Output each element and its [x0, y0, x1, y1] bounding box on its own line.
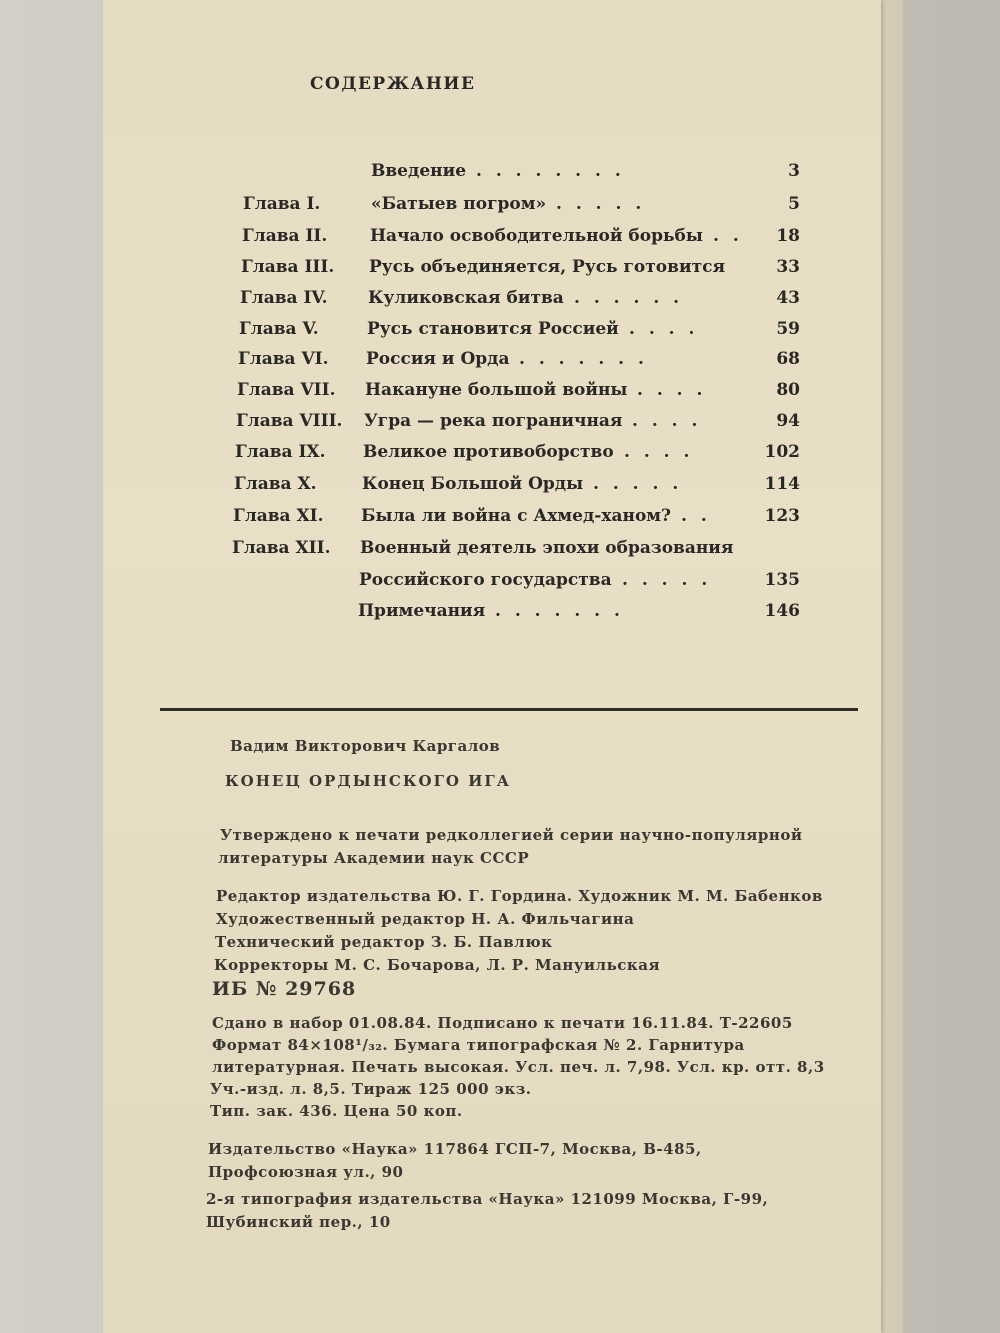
toc-entry [243, 190, 800, 218]
toc-entry-leader: . . . . . . . . [476, 161, 625, 181]
toc-entry-page: 59 [776, 319, 800, 339]
toc-entry [233, 502, 800, 530]
approval-line-2: литературы Академии наук СССР [218, 849, 530, 867]
toc-entry-label: Глава III. [241, 257, 335, 277]
toc-entry-title: Угра — река пограничная [364, 411, 623, 431]
toc-entry [240, 284, 800, 312]
toc-entry-leader: . . [681, 506, 711, 526]
publisher-line-2: Профсоюзная ул., 90 [208, 1163, 404, 1181]
editor-line: Редактор издательства Ю. Г. Гордина. Художник М. М. Бабенков [216, 887, 823, 905]
toc-entry [231, 566, 800, 594]
toc-entry [243, 157, 800, 185]
toc-entry-title: Конец Большой Орды [362, 474, 584, 494]
toc-entry-page: 5 [788, 194, 800, 214]
toc-entry-label: Глава XI. [233, 506, 324, 526]
toc-entry-leader: . . . . [629, 319, 699, 339]
toc-entry-leader: . . [713, 226, 743, 246]
toc-entry [237, 376, 800, 404]
toc-entry-title: Куликовская битва [368, 288, 564, 308]
toc-entry [238, 345, 800, 373]
toc-entry-page: 135 [764, 570, 800, 590]
print-line-2: Формат 84×108¹/₃₂. Бумага типографская № 2. Гарнитура [212, 1036, 745, 1054]
toc-entry-title: Россия и Орда [366, 349, 510, 369]
toc-entry-title: Примечания [358, 601, 486, 621]
toc-entry [239, 315, 800, 343]
toc-entry-label: Глава XII. [232, 538, 331, 558]
toc-entry [230, 597, 800, 625]
toc-entry-page: 102 [764, 442, 800, 462]
toc-entry-page: 43 [776, 288, 800, 308]
toc-entry-title: Великое противоборство [363, 442, 614, 462]
toc-entry-leader: . . . . [637, 380, 707, 400]
horizontal-rule [160, 708, 858, 711]
toc-entry-leader: . . . . . [556, 194, 646, 214]
printer-line-2: Шубинский пер., 10 [206, 1213, 391, 1231]
ib-number: ИБ № 29768 [212, 978, 357, 1000]
toc-entry-label: Глава IX. [235, 442, 326, 462]
toc-entry [232, 534, 800, 562]
toc-entry-page: 18 [776, 226, 800, 246]
toc-entry-label: Глава X. [234, 474, 317, 494]
toc-entry-title: «Батыев погром» [371, 194, 547, 214]
toc-entry-leader: . . . . . . [574, 288, 684, 308]
toc-entry [234, 470, 800, 498]
toc-entry-label: Глава VI. [238, 349, 329, 369]
toc-entry-title: Военный деятель эпохи образования [360, 538, 734, 558]
toc-entry-page: 114 [764, 474, 800, 494]
toc-entry-leader: . . . . [624, 442, 694, 462]
toc-entry-label: Глава V. [239, 319, 319, 339]
toc-entry-leader: . . . . . . . [519, 349, 648, 369]
toc-entry-title: Накануне большой войны [365, 380, 628, 400]
toc-entry-title: Введение [371, 161, 467, 181]
toc-entry-label: Глава IV. [240, 288, 328, 308]
approval-line-1: Утверждено к печати редколлегией серии научно-популярной [220, 826, 803, 844]
toc-entry-page: 94 [776, 411, 800, 431]
art-editor-line: Художественный редактор Н. А. Фильчагина [216, 910, 635, 928]
toc-entry-title: Российского государства [359, 570, 612, 590]
toc-entry-page: 3 [788, 161, 800, 181]
page-edge [881, 0, 903, 1333]
toc-entry [242, 222, 800, 250]
print-line-3: литературная. Печать высокая. Усл. печ. л. 7,98. Усл. кр. отт. 8,3 [212, 1058, 825, 1076]
toc-entry-page: 80 [776, 380, 800, 400]
toc-entry-title: Была ли война с Ахмед-ханом? [361, 506, 672, 526]
toc-entry-page: 146 [764, 601, 800, 621]
toc-entry-title: Начало освободительной борьбы [370, 226, 703, 246]
author-name: Вадим Викторович Каргалов [230, 737, 501, 755]
toc-entry-leader: . . . . . [622, 570, 712, 590]
toc-entry-page: 123 [764, 506, 800, 526]
toc-entry-leader: . . . . . [593, 474, 683, 494]
toc-entry-page: 68 [776, 349, 800, 369]
toc-entry-label: Глава VII. [237, 380, 336, 400]
toc-entry-leader: . . . . . . . [495, 601, 624, 621]
toc-entry-leader: . . . . [632, 411, 702, 431]
printer-line-1: 2-я типография издательства «Наука» 121099 Москва, Г-99, [206, 1190, 769, 1208]
correctors-line: Корректоры М. С. Бочарова, Л. Р. Мануильская [214, 956, 661, 974]
toc-entry-label: Глава VIII. [236, 411, 343, 431]
toc-heading: СОДЕРЖАНИЕ [310, 74, 476, 94]
toc-entry-title: Русь становится Россией [367, 319, 619, 339]
toc-entry [241, 253, 800, 281]
toc-entry-page: 33 [776, 257, 800, 277]
toc-entry [235, 438, 800, 466]
publisher-line-1: Издательство «Наука» 117864 ГСП-7, Москва, В-485, [208, 1140, 702, 1158]
print-line-5: Тип. зак. 436. Цена 50 коп. [210, 1102, 463, 1120]
book-title: КОНЕЦ ОРДЫНСКОГО ИГА [225, 772, 511, 790]
tech-editor-line: Технический редактор З. Б. Павлюк [215, 933, 553, 951]
toc-entry-label: Глава II. [242, 226, 328, 246]
toc-entry [236, 407, 800, 435]
toc-entry-label: Глава I. [243, 194, 321, 214]
toc-entry-title: Русь объединяется, Русь готовится [369, 257, 726, 277]
print-line-4: Уч.-изд. л. 8,5. Тираж 125 000 экз. [210, 1080, 532, 1098]
print-line-1: Сдано в набор 01.08.84. Подписано к печати 16.11.84. Т-22605 [212, 1014, 793, 1032]
